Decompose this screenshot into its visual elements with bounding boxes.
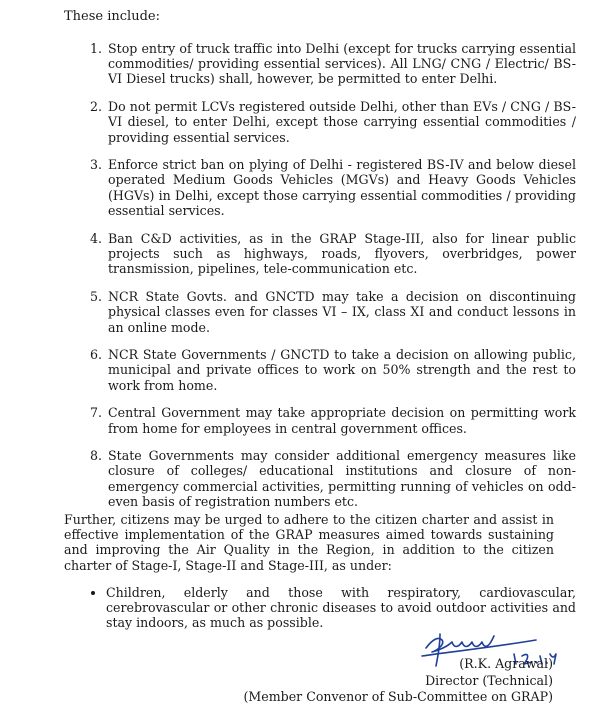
measure-item: 6. NCR State Governments / GNCTD to take a decision on allowing public, municipal and private offices to work on 50% strength and the rest to work from home. [106,347,576,393]
citizen-charter-bullets [84,585,576,631]
measure-item: 2. Do not permit LCVs registered outside Delhi, other than EVs / CNG / BS-VI diesel, to enter Delhi, except those carrying essential commodities / providing essential services. [106,99,576,145]
signature-block [243,640,553,706]
measure-item: 7. Central Government may take appropriate decision on permitting work from home for employees in central government offices. [106,405,576,435]
measures-list [84,41,576,522]
measure-item: 3. Enforce strict ban on plying of Delhi - registered BS-IV and below diesel operated Medium Goods Vehicles (MGVs) and Heavy Goods Vehicles (HGVs) in Delhi, except those carrying essential commodities / providing essential services. [106,157,576,218]
bullet-item: • Children, elderly and those with respiratory, cardiovascular, cerebrovascular or other chronic diseases to avoid outdoor activities and stay indoors, as much as possible. [106,585,576,631]
measure-item: 1. Stop entry of truck traffic into Delhi (except for trucks carrying essential commodities/ providing essential services). All LNG/ CNG / Electric/ BS-VI Diesel trucks) shall, however, be permitted to enter Delhi. [106,41,576,87]
signatory-name: (R.K. Agrawal) [459,656,553,671]
signatory-designation: Director (Technical) [425,672,553,688]
measure-item: 4. Ban C&D activities, as in the GRAP Stage-III, also for linear public projects such as highways, roads, flyovers, overbridges, power transmission, pipelines, tele-communication etc. [106,231,576,277]
measure-item: 8. State Governments may consider additional emergency measures like closure of colleges/ educational institutions and closure of non-emergency commercial activities, permitting running of vehicles on odd-even basis of registration numbers etc. [106,448,576,509]
intro-text: These include: [64,9,160,24]
further-paragraph: Further, citizens may be urged to adhere to the citizen charter and assist in effective implementation of the GRAP measures aimed towards sustaining and improving the Air Quality in the Region, in addition to the citizen charter of Stage-I, Stage-II and Stage-III, as under: [64,512,554,573]
measure-item: 5. NCR State Govts. and GNCTD may take a decision on discontinuing physical classes even for classes VI – IX, class XI and conduct lessons in an online mode. [106,289,576,335]
signatory-role: (Member Convenor of Sub-Committee on GRAP) [243,689,553,704]
